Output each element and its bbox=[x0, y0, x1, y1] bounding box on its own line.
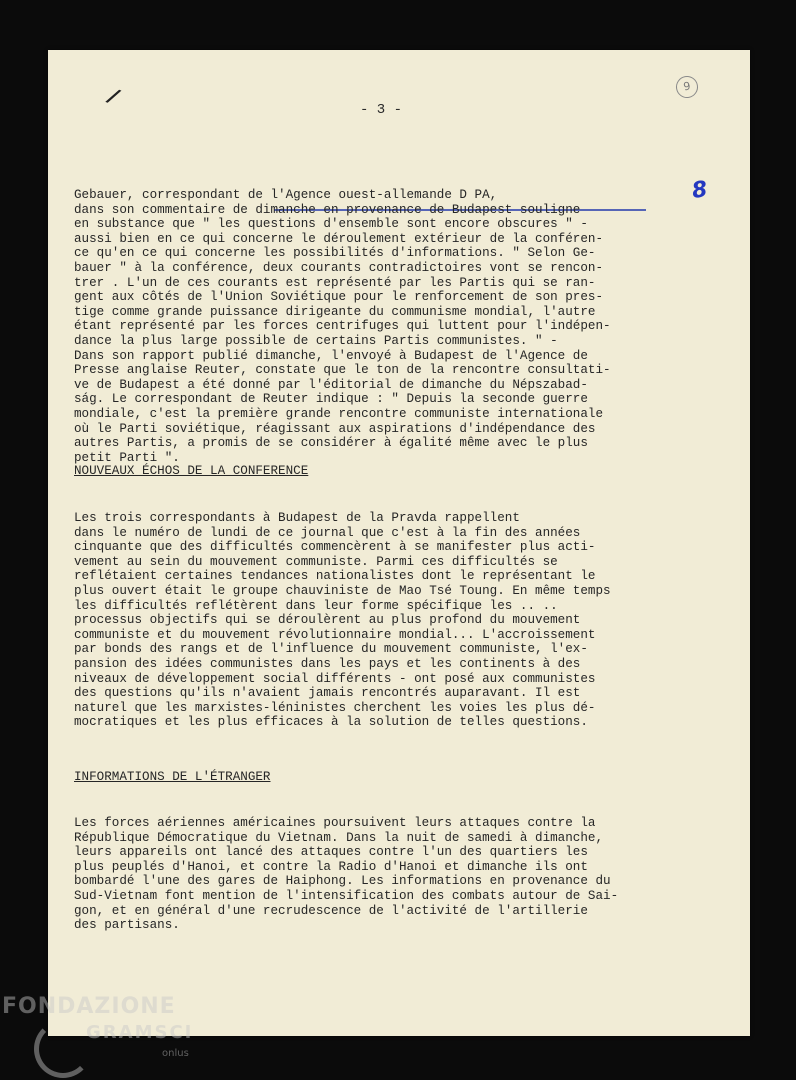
text-line: plus ouvert était le groupe chauviniste de Mao Tsé Toung. En même temps bbox=[74, 583, 611, 598]
text-line: aussi bien en ce qui concerne le déroulement extérieur de la conféren- bbox=[74, 231, 604, 246]
circled-page-number: 9 bbox=[674, 74, 699, 99]
text-line: vement au sein du mouvement communiste. Parmi ces difficultés se bbox=[74, 554, 558, 569]
text-line: des partisans. bbox=[74, 918, 180, 933]
text-line: pansion des idées communistes dans les pays et les continents à des bbox=[74, 656, 581, 671]
watermark-swoosh-icon bbox=[34, 1020, 92, 1078]
text-line: Dans son rapport publié dimanche, l'envoyé à Budapest de l'Agence de bbox=[74, 348, 588, 363]
text-line: des questions qu'ils n'avaient jamais rencontrés auparavant. Il est bbox=[74, 686, 581, 701]
text-line: trer . L'un de ces courants est représenté par les Partis qui se ran- bbox=[74, 275, 596, 290]
text-line: Les trois correspondants à Budapest de la Pravda rappellent bbox=[74, 511, 520, 525]
text-line: Presse anglaise Reuter, constate que le ton de la rencontre consultati- bbox=[74, 363, 611, 378]
text-line: communiste et du mouvement révolutionnaire mondial... L'accroissement bbox=[74, 627, 596, 642]
text-line: mondiale, c'est la première grande rencontre communiste internationale bbox=[74, 406, 604, 421]
paragraph-gebauer bbox=[74, 188, 724, 465]
text-line: reflétaient certaines tendances nationalistes dont le représentant le bbox=[74, 569, 596, 584]
text-line: naturel que les marxistes-léninistes cherchent les voies les plus dé- bbox=[74, 700, 596, 715]
text-line: tige comme grande puissance dirigeante du communisme mondial, l'autre bbox=[74, 304, 596, 319]
text-line: bauer " à la conférence, deux courants contradictoires vont se rencon- bbox=[74, 260, 604, 275]
text-line: dans le numéro de lundi de ce journal que c'est à la fin des années bbox=[74, 525, 581, 540]
text-line: les difficultés reflétèrent dans leur forme spécifique les .. .. bbox=[74, 598, 558, 613]
text-line: niveaux de développement social différents - ont posé aux communistes bbox=[74, 671, 596, 686]
text-line: où le Parti soviétique, réagissant aux aspirations d'indépendance des bbox=[74, 421, 596, 436]
text-line: gon, et en général d'une recrudescence de l'activité de l'artillerie bbox=[74, 903, 588, 918]
text-line: bombardé l'une des gares de Haiphong. Les informations en provenance du bbox=[74, 874, 611, 889]
text-line: leurs appareils ont lancé des attaques contre l'un des quartiers les bbox=[74, 845, 588, 860]
page-number: - 3 - bbox=[360, 102, 403, 118]
text-line: Sud-Vietnam font mention de l'intensification des combats autour de Sai- bbox=[74, 888, 619, 903]
text-line: République Démocratique du Vietnam. Dans la nuit de samedi à dimanche, bbox=[74, 830, 604, 845]
text-line: processus objectifs qui se déroulèrent au plus profond du mouvement bbox=[74, 613, 581, 628]
watermark-line: onlus bbox=[162, 1048, 189, 1059]
paragraph-pravda bbox=[74, 511, 724, 730]
text-line: étant représenté par les forces centrifuges qui luttent pour l'indépen- bbox=[74, 319, 611, 334]
margin-annotation: 8 bbox=[690, 177, 709, 204]
text-line: dans son commentaire de dimanche en provenance de Budapest souligne bbox=[74, 202, 581, 217]
text-line: cinquante que des difficultés commencèrent à se manifester plus acti- bbox=[74, 540, 596, 555]
text-line: ve de Budapest a été donné par l'éditorial de dimanche du Népszabad- bbox=[74, 377, 588, 392]
text-line: en substance que " les questions d'ensemble sont encore obscures " - bbox=[74, 217, 588, 232]
handwritten-tick-mark: / bbox=[102, 84, 124, 113]
watermark-line: GRAMSCI bbox=[86, 1022, 194, 1043]
text-line: ság. Le correspondant de Reuter indique : " Depuis la seconde guerre bbox=[74, 392, 588, 407]
section-heading-conference: NOUVEAUX ÉCHOS DE LA CONFERENCE bbox=[74, 464, 309, 478]
text-line: gent aux côtés de l'Union Soviétique pour le renforcement de son pres- bbox=[74, 290, 604, 305]
text-line: ce qu'en ce qui concerne les possibilités d'informations. " Selon Ge- bbox=[74, 246, 596, 261]
document-page bbox=[48, 50, 750, 1036]
text-line: autres Partis, a promis de se considérer à égalité même avec le plus bbox=[74, 436, 588, 451]
text-line: Les forces aériennes américaines poursuivent leurs attaques contre la bbox=[74, 816, 596, 830]
text-line: par bonds des rangs et de l'influence du mouvement communiste, l'ex- bbox=[74, 642, 588, 657]
section-heading-foreign-news: INFORMATIONS DE L'ÉTRANGER bbox=[74, 770, 271, 784]
text-line: dance la plus large possible de certains Partis communistes. " - bbox=[74, 333, 558, 348]
text-line: petit Parti ". bbox=[74, 450, 180, 465]
text-line: Gebauer, correspondant de l'Agence ouest-allemande D PA, bbox=[74, 188, 498, 202]
watermark-line: FONDAZIONE bbox=[2, 994, 176, 1019]
text-line: mocratiques et les plus efficaces à la solution de telles questions. bbox=[74, 715, 588, 730]
text-line: plus peuplés d'Hanoi, et contre la Radio d'Hanoi et dimanche ils ont bbox=[74, 859, 588, 874]
paragraph-vietnam bbox=[74, 816, 724, 933]
